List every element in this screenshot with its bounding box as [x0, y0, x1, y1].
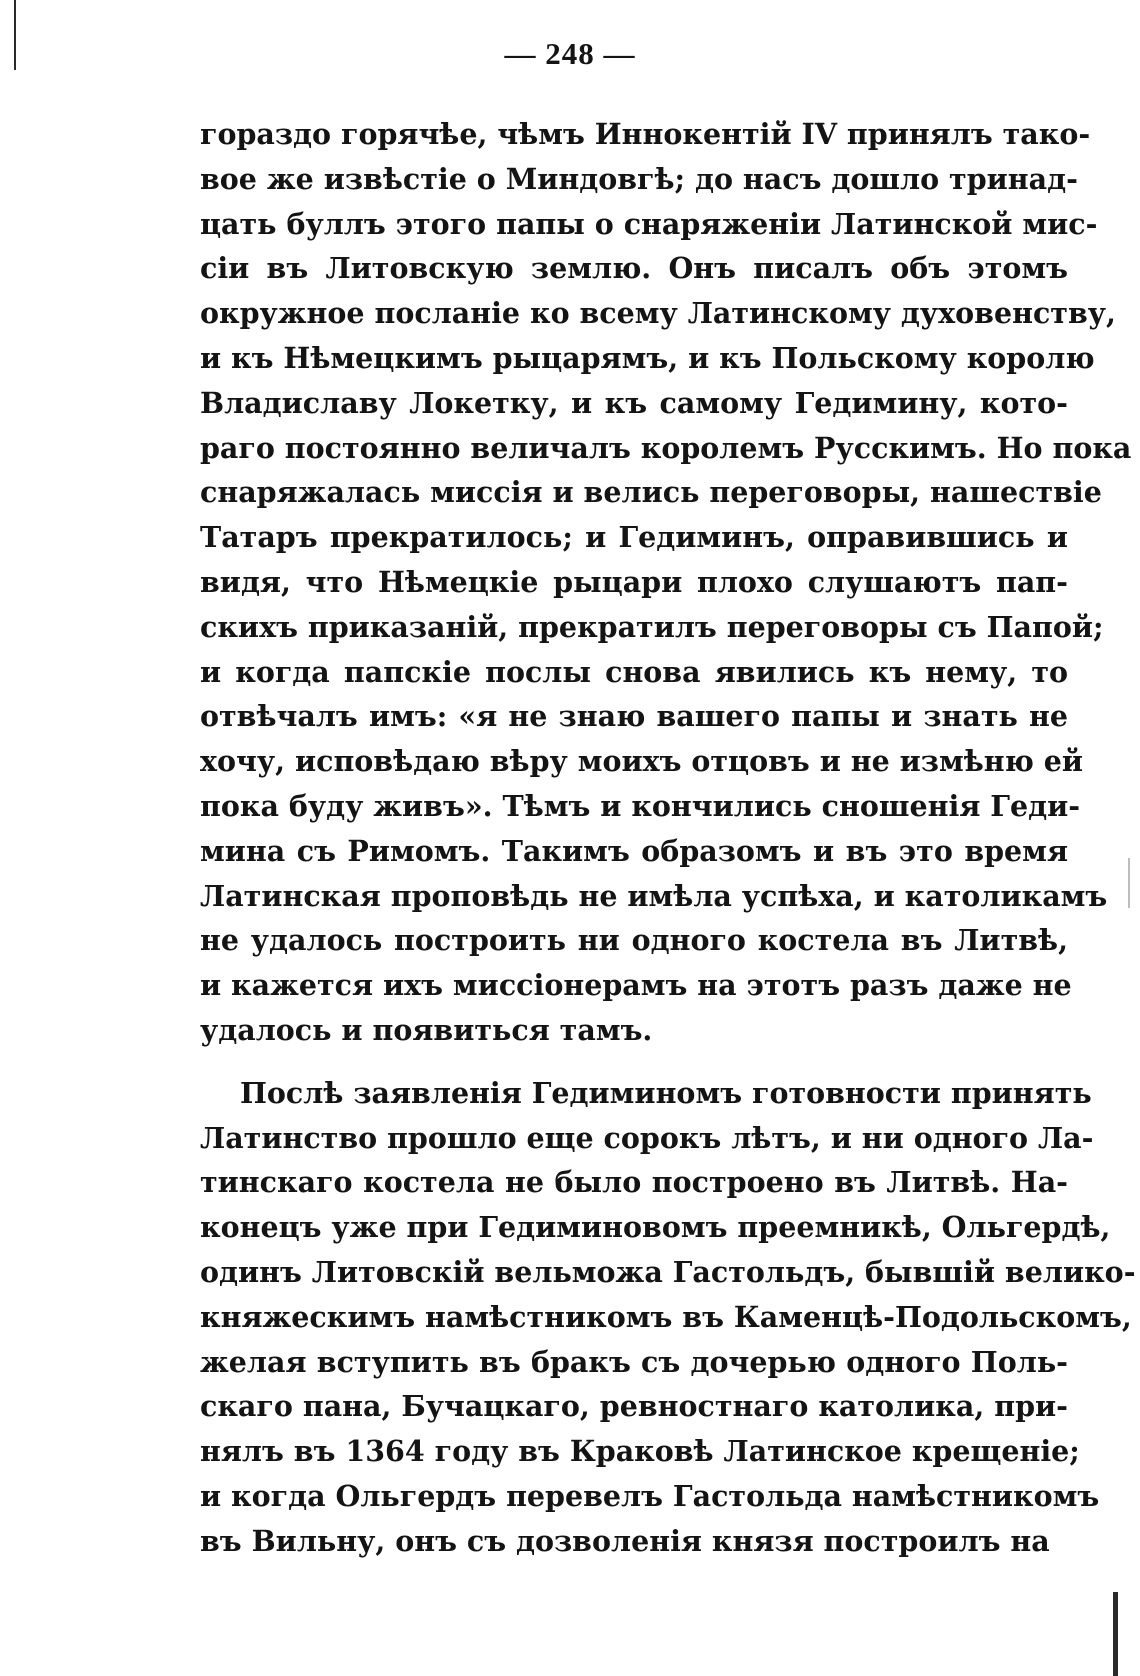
- text-line: скихъ приказаній, прекратилъ переговоры съ Папой;: [200, 609, 1104, 644]
- text-line: Латинская проповѣдь не имѣла успѣха, и католикамъ: [200, 878, 1108, 913]
- text-line: Латинство прошло еще сорокъ лѣтъ, и ни одного Ла-: [200, 1120, 1094, 1155]
- text-line: пока буду живъ». Тѣмъ и кончились сношенія Геди-: [200, 788, 1081, 823]
- text-line: снаряжалась миссія и велись переговоры, нашествіе: [200, 475, 1102, 510]
- text-line: Послѣ заявленія Гедиминомъ готовности принять: [240, 1075, 1092, 1110]
- text-line: хочу, исповѣдаю вѣру моихъ отцовъ и не измѣню ей: [200, 744, 1084, 779]
- paragraph-gap: [200, 1053, 1068, 1071]
- text-line: удалось и появиться тамъ.: [200, 1012, 653, 1047]
- text-line: окружное посланіе ко всему Латинскому духовенству,: [200, 296, 1116, 331]
- scan-edge-mark: [1113, 1592, 1118, 1676]
- text-line: гораздо горячѣе, чѣмъ Иннокентій IV принялъ тако-: [200, 117, 1091, 151]
- text-line: и къ Нѣмецкимъ рыцарямъ, и къ Польскому королю: [200, 340, 1095, 375]
- text-line: нялъ въ 1364 году въ Краковѣ Латинское крещеніе;: [200, 1434, 1080, 1469]
- paragraph: [200, 112, 1132, 1053]
- text-line: мина съ Римомъ. Такимъ образомъ и въ это время: [200, 833, 1068, 868]
- text-line: отвѣчалъ имъ: «я не знаю вашего папы и знать не: [200, 699, 1068, 734]
- text-line: и когда Ольгердъ перевелъ Гастольда намѣстникомъ: [200, 1478, 1100, 1513]
- text-line: тинскаго костела не было построено въ Литвѣ. На-: [200, 1165, 1068, 1200]
- text-line: одинъ Литовскій вельможа Гастольдъ, бывшій велико-: [200, 1254, 1136, 1289]
- text-line: раго постоянно величалъ королемъ Русскимъ. Но пока: [200, 430, 1132, 465]
- text-line: желая вступить въ бракъ съ дочерью одного Поль-: [200, 1344, 1068, 1379]
- text-line: скаго пана, Бучацкаго, ревностнаго католика, при-: [200, 1389, 1068, 1424]
- text-line: конецъ уже при Гедиминовомъ преемникѣ, Ольгердѣ,: [200, 1210, 1111, 1245]
- body-text: [200, 112, 1136, 1564]
- text-line: Татаръ прекратилось; и Гедиминъ, оправившись и: [200, 520, 1068, 555]
- page-number: — 248 —: [504, 36, 636, 71]
- text-line: цать буллъ этого папы о снаряженіи Латинской мис-: [200, 206, 1098, 241]
- text-line: и кажется ихъ миссіонерамъ на этотъ разъ даже не: [200, 968, 1072, 1003]
- text-line: видя, что Нѣмецкіе рыцари плохо слушаютъ пап-: [200, 564, 1068, 599]
- text-line: не удалось построить ни одного костела въ Литвѣ,: [200, 923, 1068, 958]
- text-line: и когда папскіе послы снова явились къ нему, то: [200, 654, 1068, 689]
- text-line: вое же извѣстіе о Миндовгѣ; до насъ дошло тринад-: [200, 161, 1078, 196]
- text-line: Владиславу Локетку, и къ самому Гедимину, кото-: [200, 385, 1068, 420]
- paragraph: [200, 1071, 1136, 1564]
- scan-edge-mark: [1128, 858, 1130, 908]
- text-line: сіи въ Литовскую землю. Онъ писалъ объ этомъ: [200, 251, 1068, 286]
- text-line: въ Вильну, онъ съ дозволенія князя построилъ на: [200, 1523, 1050, 1558]
- text-line: княжескимъ намѣстникомъ въ Каменцѣ-Подольскомъ,: [200, 1299, 1132, 1334]
